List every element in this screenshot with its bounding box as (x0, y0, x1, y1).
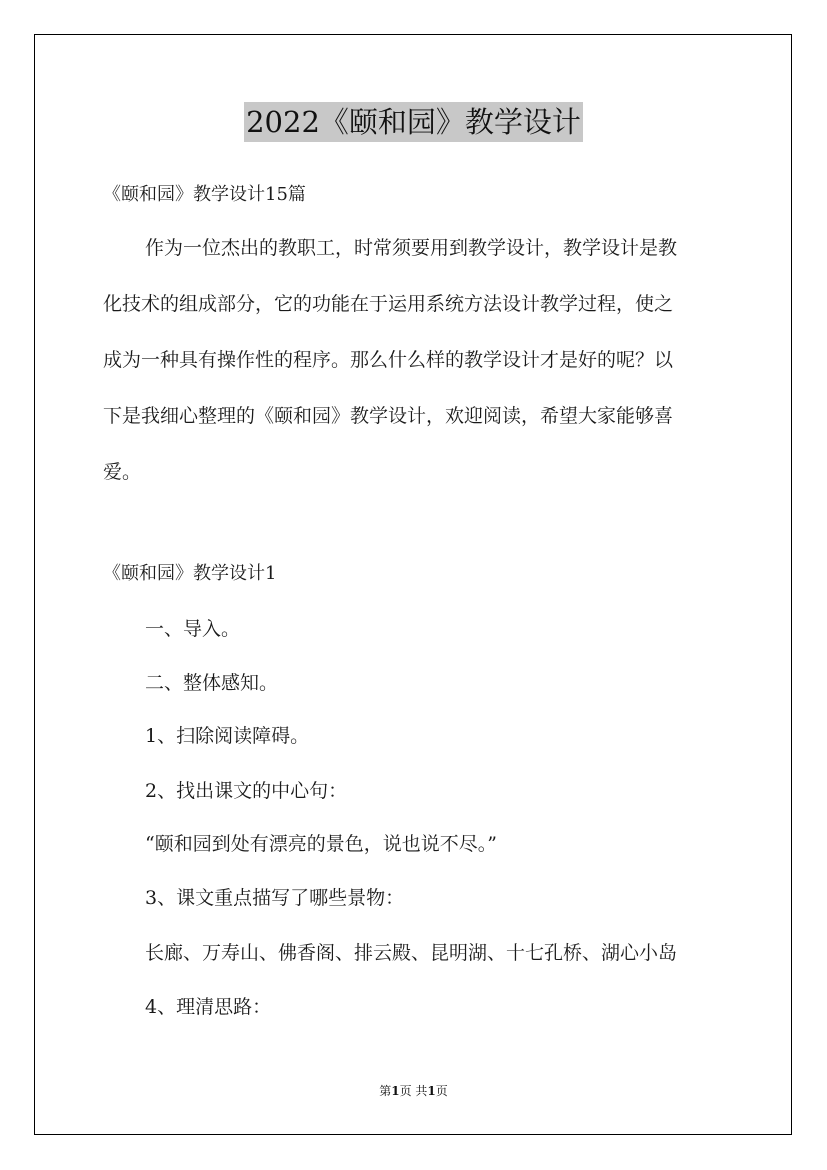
title-container (0, 102, 827, 142)
document-title: 2022《颐和园》教学设计 (244, 102, 583, 142)
quote-line: “颐和园到处有漂亮的景色，说也说不尽。” (145, 833, 497, 855)
footer-mid: 页 共 (399, 1084, 428, 1098)
intro-line: 下是我细心整理的《颐和园》教学设计，欢迎阅读，希望大家能够喜 (103, 405, 674, 427)
footer-page-current: 1 (391, 1084, 400, 1098)
section-heading: 《颐和园》教学设计1 (103, 563, 277, 584)
list-item: 二、整体感知。 (145, 672, 279, 694)
list-item: 一、导入。 (145, 618, 241, 640)
footer-page-total: 1 (427, 1084, 436, 1098)
list-item: 3、课文重点描写了哪些景物： (145, 887, 405, 909)
scenery-list: 长廊、万寿山、佛香阁、排云殿、昆明湖、十七孔桥、湖心小岛 (145, 942, 678, 964)
footer-suffix: 页 (435, 1084, 448, 1098)
intro-line: 成为一种具有操作性的程序。那么什么样的教学设计才是好的呢？以 (103, 349, 674, 371)
intro-paragraph (103, 236, 729, 516)
footer-prefix: 第 (379, 1084, 392, 1098)
list-item: 2、找出课文的中心句： (145, 780, 348, 802)
intro-line: 作为一位杰出的教职工，时常须要用到教学设计，教学设计是教 (145, 237, 678, 259)
intro-line: 化技术的组成部分，它的功能在于运用系统方法设计教学过程，使之 (103, 293, 674, 315)
document-subtitle: 《颐和园》教学设计15篇 (103, 184, 306, 205)
intro-line: 爱。 (103, 461, 142, 483)
list-item: 4、理清思路： (145, 996, 272, 1018)
page-footer (0, 1083, 827, 1099)
list-item: 1、扫除阅读障碍。 (145, 725, 310, 747)
